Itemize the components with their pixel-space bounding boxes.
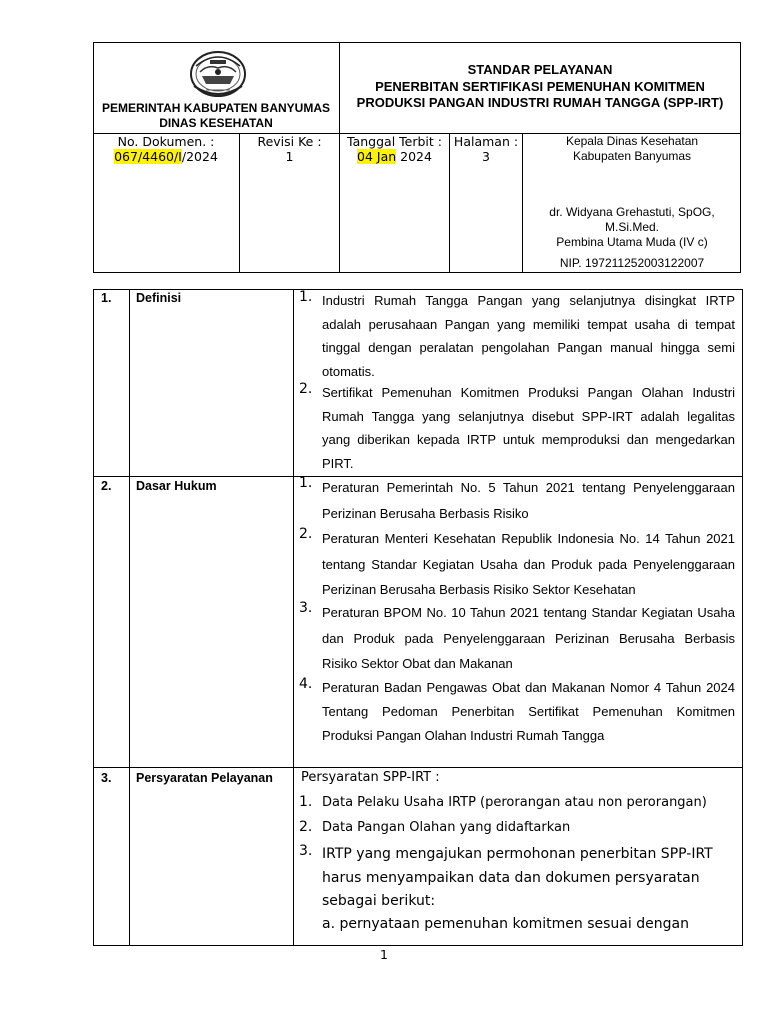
row-number: 3. bbox=[101, 771, 112, 785]
document-number: No. Dokumen. : 067/4460/I/2024 bbox=[114, 134, 218, 164]
row-number: 1. bbox=[101, 291, 112, 305]
table-divider bbox=[93, 767, 743, 768]
table-divider bbox=[129, 289, 130, 946]
page-number: 1 bbox=[380, 947, 388, 962]
list-item: 1. Industri Rumah Tangga Pangan yang selanjutnya disingkat IRTP adalah perusahaan Pangan yang memiliki tempat usaha di tempat tinggal dengan peralatan pengolahan Pangan manual hingga semi otomatis. bbox=[299, 289, 735, 379]
issue-date: Tanggal Terbit : 04 Jan 2024 bbox=[347, 134, 442, 164]
table-divider bbox=[293, 289, 294, 946]
signatory-block: Kepala Dinas Kesehatan Kabupaten Banyumas dr. Widyana Grehastuti, SpOG, M.Si.Med. Pembina Utama Muda (IV c) NIP. 197211252003122007 bbox=[523, 134, 741, 271]
signatory-name: dr. Widyana Grehastuti, SpOG, M.Si.Med. bbox=[549, 205, 715, 234]
requirements-intro: Persyaratan SPP-IRT : bbox=[301, 770, 440, 785]
organization-name: PEMERINTAH KABUPATEN BANYUMAS DINAS KESEHATAN bbox=[102, 101, 330, 130]
row-label: Dasar Hukum bbox=[136, 479, 217, 493]
row-number: 2. bbox=[101, 479, 112, 493]
revision-number: Revisi Ke : 1 bbox=[257, 134, 322, 164]
page-count: Halaman : 3 bbox=[453, 134, 519, 164]
list-item: 2. Sertifikat Pemenuhan Komitmen Produksi Pangan Olahan Industri Rumah Tangga yang selanjutnya disebut SPP-IRT adalah legalitas yang diberikan kepada IRTP untuk memproduksi dan mengedarkan PIRT. bbox=[299, 381, 735, 471]
list-subitem: a. pernyataan pemenuhan komitmen sesuai dengan bbox=[322, 916, 689, 932]
document-number-highlight: 067/4460/I bbox=[114, 149, 182, 164]
issue-date-highlight: 04 Jan bbox=[357, 149, 397, 164]
row-label: Persyaratan Pelayanan bbox=[136, 771, 273, 785]
row-label: Definisi bbox=[136, 291, 182, 305]
signatory-nip: NIP. 197211252003122007 bbox=[559, 256, 705, 270]
regency-logo bbox=[186, 46, 250, 100]
document-title: STANDAR PELAYANAN PENERBITAN SERTIFIKASI PEMENUHAN KOMITMEN PRODUKSI PANGAN INDUSTRI RUMAH TANGGA (SPP-IRT) bbox=[356, 62, 724, 110]
